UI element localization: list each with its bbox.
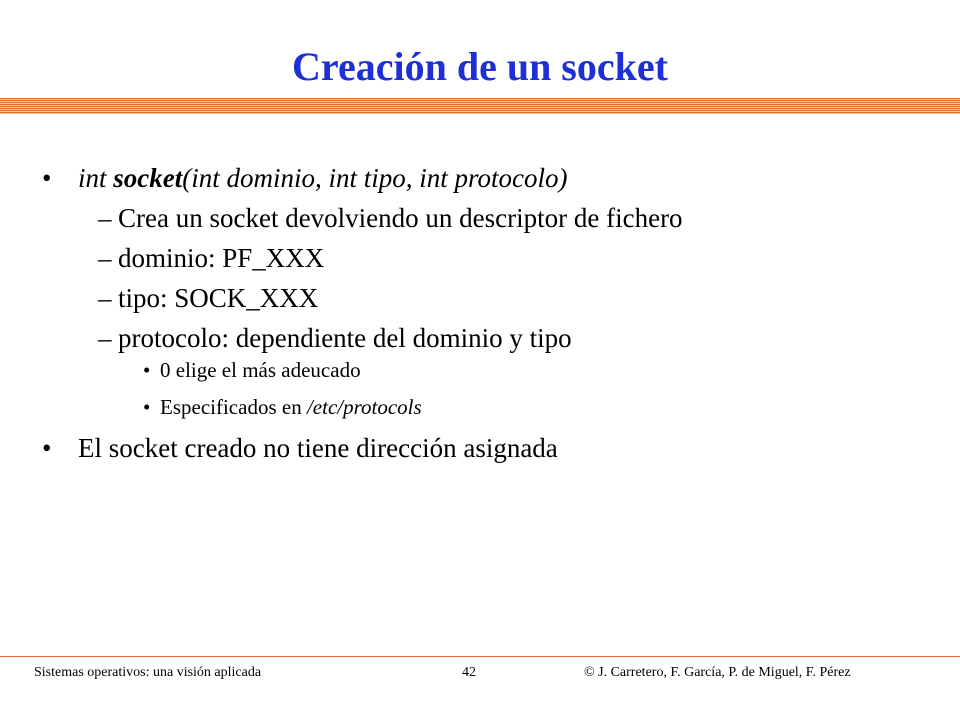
sub-item-text: protocolo: dependiente del dominio y tipo bbox=[118, 323, 572, 353]
path-etc-protocols: /etc/protocols bbox=[306, 395, 422, 419]
bullet-marker: • bbox=[42, 163, 52, 193]
footer-divider bbox=[0, 656, 960, 657]
subsub-item-text bbox=[160, 392, 422, 422]
dash-marker: – bbox=[98, 283, 112, 313]
dash-marker: – bbox=[98, 203, 112, 233]
code-socket: socket bbox=[113, 163, 183, 193]
slide-title: Creación de un socket bbox=[292, 44, 668, 89]
footer-page-number: 42 bbox=[462, 665, 476, 680]
sub-item-text: tipo: SOCK_XXX bbox=[118, 283, 319, 313]
subsub-item-text: 0 elige el más adeucado bbox=[160, 358, 361, 382]
footer-copyright: © J. Carretero, F. García, P. de Miguel, F. Pérez bbox=[584, 665, 851, 680]
code-int: int bbox=[78, 163, 114, 193]
dash-marker: – bbox=[98, 323, 112, 353]
sub-item-text: Crea un socket devolviendo un descriptor de fichero bbox=[118, 203, 683, 233]
subsub-item-prefix: Especificados en bbox=[160, 395, 307, 419]
bullet-text bbox=[78, 160, 568, 196]
sub-item-text: dominio: PF_XXX bbox=[118, 243, 325, 273]
title-divider bbox=[0, 98, 960, 114]
dash-marker: – bbox=[98, 243, 112, 273]
footer-book-title: Sistemas operativos: una visión aplicada bbox=[34, 665, 262, 680]
code-args: (int dominio, int tipo, int protocolo) bbox=[182, 163, 568, 193]
bullet-marker: • bbox=[143, 395, 151, 419]
bullet-marker: • bbox=[143, 358, 151, 382]
bullet-marker: • bbox=[42, 433, 52, 463]
bullet-text: El socket creado no tiene dirección asignada bbox=[78, 433, 558, 463]
